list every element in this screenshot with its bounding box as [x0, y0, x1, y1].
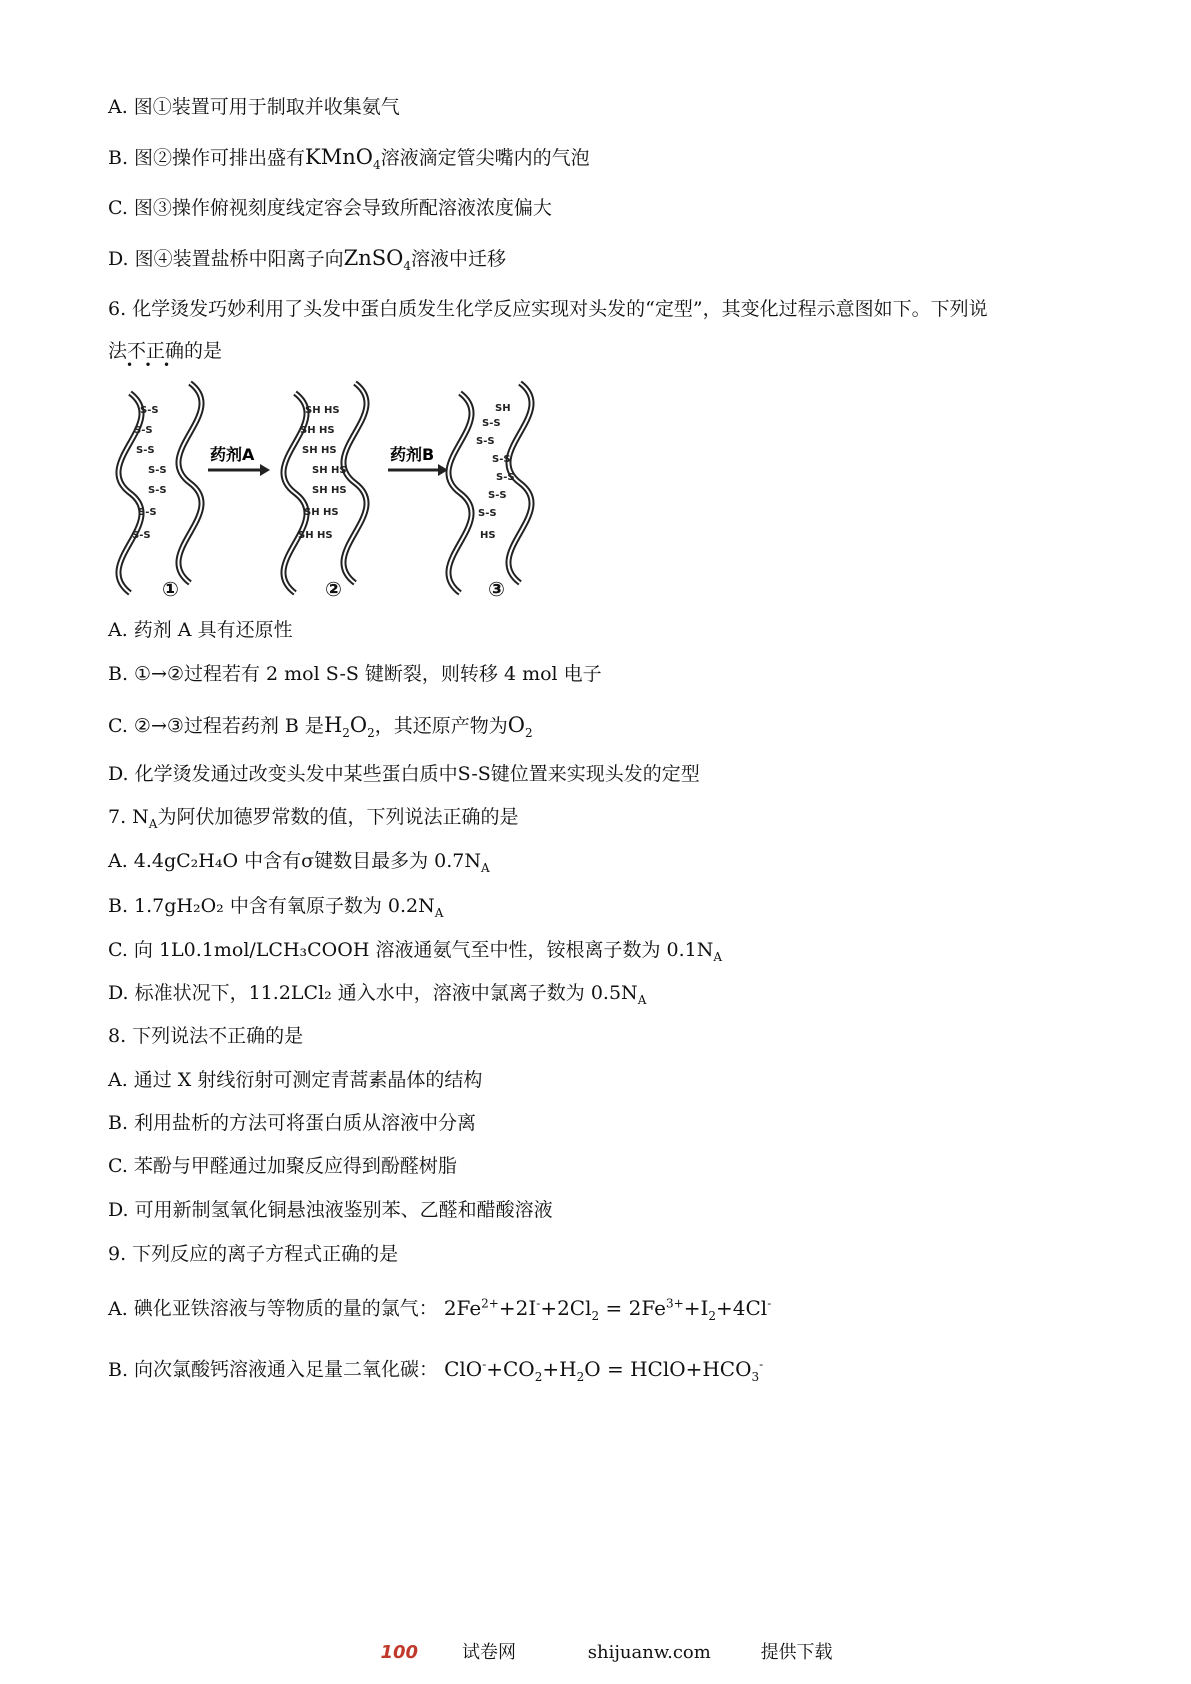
q6-stem-line2: 法不正确的是 — [108, 340, 223, 362]
page-footer — [0, 1638, 1191, 1664]
arrow-reagent-b — [388, 445, 448, 476]
q6-stem-line1: 6. 化学烫发巧妙利用了头发中蛋白质发生化学反应实现对头发的“定型”，其变化过程示意图如下。下列说 — [108, 298, 988, 320]
bond-label: S-S — [496, 472, 515, 483]
svg-text:药剂A: 药剂A — [210, 445, 255, 464]
q6-option-c: C. ②→③过程若药剂 B 是$H_2O_2$，其还原产物为$O_2$ — [108, 713, 533, 740]
bond-label: S-S — [138, 507, 157, 518]
q8-stem: 8. 下列说法不正确的是 — [108, 1025, 304, 1047]
bond-label: S-S — [478, 508, 497, 519]
q5-option-b: B. 图②操作可排出盛有KMnO$_4$溶液滴定管尖嘴内的气泡 — [108, 145, 590, 172]
bond-label: SH HS — [312, 465, 347, 476]
bond-label: S-S — [148, 465, 167, 476]
bond-label: SH HS — [300, 425, 335, 436]
figure-caption: ③ — [488, 577, 505, 601]
equation-b: $ClO^-+CO_2+H_2O$ = $HClO+HCO_3^-$ — [444, 1356, 764, 1384]
figure-caption: ② — [325, 577, 342, 601]
bond-label: SH — [495, 403, 511, 414]
bond-label: SH HS — [304, 507, 339, 518]
q9-option-b: B. 向次氯酸钙溶液通入足量二氧化碳： $ClO^-+CO_2+H_2O$ = $HClO+HCO_3^-$ — [108, 1356, 764, 1384]
helix-3 — [448, 383, 531, 593]
hair-perm-diagram — [100, 378, 580, 608]
bond-label: SH HS — [302, 445, 337, 456]
emphasis-dots: • • • — [126, 358, 171, 372]
q7-option-a: A. 4.4gC₂H₄O 中含有σ键数目最多为 $0.7N_A$ — [108, 850, 490, 875]
q8-option-c: C. 苯酚与甲醛通过加聚反应得到酚醛树脂 — [108, 1155, 457, 1177]
q5-option-d: D. 图④装置盐桥中阳离子向ZnSO$_4$溶液中迁移 — [108, 246, 506, 273]
q8-option-a: A. 通过 X 射线衍射可测定青蒿素晶体的结构 — [108, 1069, 483, 1091]
bond-label: S-S — [132, 530, 151, 541]
bond-label: S-S — [140, 405, 159, 416]
footer-brand: 100 试卷网 — [380, 1642, 517, 1663]
q7-option-b: B. 1.7gH₂O₂ 中含有氧原子数为 $0.2N_A$ — [108, 895, 444, 920]
equation-a: $2Fe^{2+}+2I^-+2Cl_2 = 2Fe^{3+}+I_2+4Cl^-$ — [443, 1295, 772, 1323]
footer-download: 提供下载 — [760, 1642, 833, 1663]
q6-option-a: A. 药剂 A 具有还原性 — [108, 619, 293, 641]
bond-label: S-S — [482, 418, 501, 429]
bond-label: S-S — [136, 445, 155, 456]
q7-option-c: C. 向 1L0.1mol/LCH₃COOH 溶液通氨气至中性，铵根离子数为 $0.1N_A$ — [108, 939, 722, 964]
bond-label: SH HS — [305, 405, 340, 416]
figure-caption: ① — [162, 577, 179, 601]
q6-option-b: B. ①→②过程若有 2 mol S-S 键断裂，则转移 4 mol 电子 — [108, 663, 602, 685]
bond-label: S-S — [488, 490, 507, 501]
q5-option-a: A. 图①装置可用于制取并收集氨气 — [108, 96, 400, 118]
q7-stem: 7. $N_A$为阿伏加德罗常数的值，下列说法正确的是 — [108, 806, 519, 831]
q7-option-d: D. 标准状况下，11.2LCl₂ 通入水中，溶液中氯离子数为 $0.5N_A$ — [108, 982, 647, 1007]
bond-label: SH HS — [298, 530, 333, 541]
arrow-reagent-a — [208, 445, 270, 476]
svg-text:药剂B: 药剂B — [390, 445, 435, 464]
q9-stem: 9. 下列反应的离子方程式正确的是 — [108, 1243, 399, 1265]
bond-label: SH HS — [312, 485, 347, 496]
site-logo: 100 — [380, 1642, 419, 1663]
bond-label: S-S — [134, 425, 153, 436]
bond-label: S-S — [148, 485, 167, 496]
footer-domain[interactable]: shijuanw.com — [587, 1642, 711, 1663]
q5-option-c: C. 图③操作俯视刻度线定容会导致所配溶液浓度偏大 — [108, 197, 552, 219]
q8-option-d: D. 可用新制氢氧化铜悬浊液鉴别苯、乙醛和醋酸溶液 — [108, 1199, 553, 1221]
bond-label: S-S — [476, 436, 495, 447]
q6-option-d: D. 化学烫发通过改变头发中某些蛋白质中S-S键位置来实现头发的定型 — [108, 763, 700, 785]
bond-label: S-S — [492, 454, 511, 465]
q9-option-a: A. 碘化亚铁溶液与等物质的量的氯气： $2Fe^{2+}+2I^-+2Cl_2 = 2Fe^{3+}+I_2+4Cl^-$ — [108, 1295, 772, 1323]
bond-label: HS — [480, 530, 496, 541]
q8-option-b: B. 利用盐析的方法可将蛋白质从溶液中分离 — [108, 1112, 477, 1134]
